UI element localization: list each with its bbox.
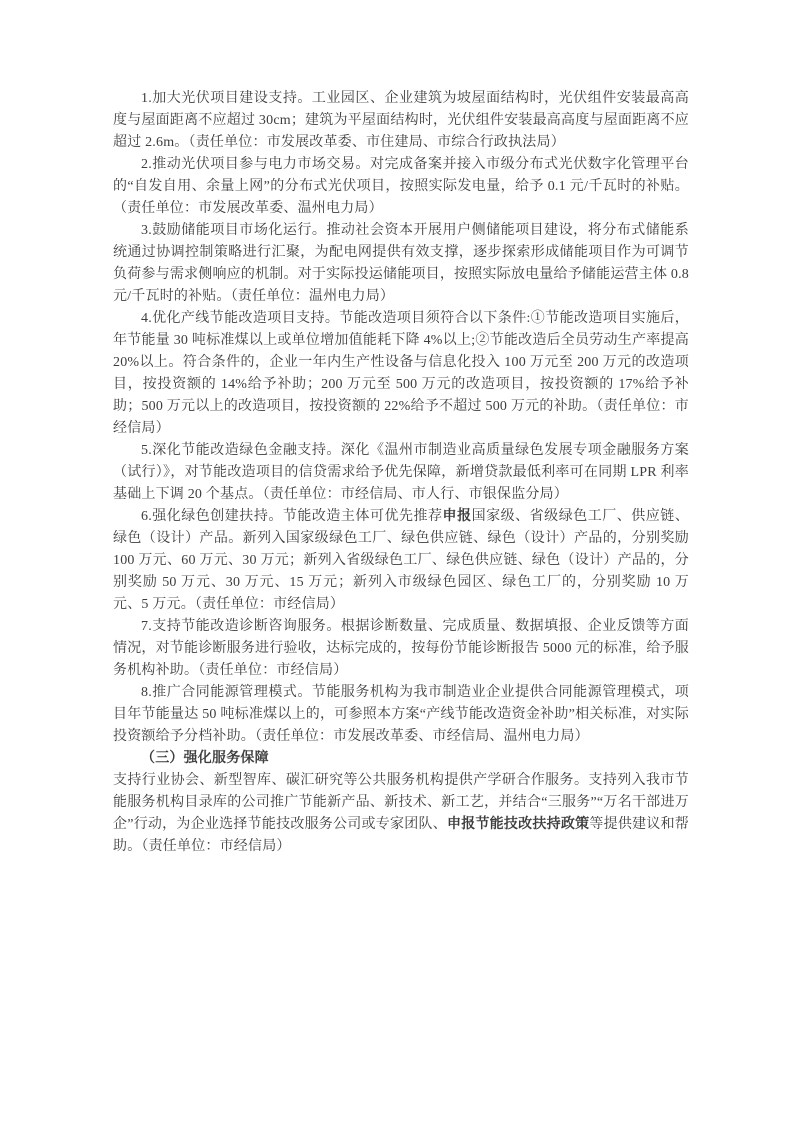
paragraph-text-bold: 申报 xyxy=(442,509,472,524)
policy-item-2 xyxy=(113,154,689,220)
closing-paragraph xyxy=(113,770,689,858)
paragraph-text: 8.推广合同能源管理模式。节能服务机构为我市制造业企业提供合同能源管理模式，项目年节能量达 50 吨标准煤以上的，可参照本方案“产线节能改造资金补助”相关标准，对实际投资额给予分档补助。（责任单位：市发展改革委、市经信局、温州电力局） xyxy=(113,685,689,744)
paragraph-text: 5.深化节能改造绿色金融支持。深化《温州市制造业高质量绿色发展专项金融服务方案（试行）》，对节能改造项目的信贷需求给予优先保障，新增贷款最低利率可在同期 LPR 利率基础上下调 20 个基点。（责任单位：市经信局、市人行、市银保监分局） xyxy=(113,443,689,502)
paragraph-text: 6.强化绿色创建扶持。节能改造主体可优先推荐 xyxy=(141,509,443,524)
paragraph-text: 国家级、省级绿色工厂、供应链、绿色（设计）产品。新列入国家级绿色工厂、绿色供应链、绿色（设计）产品的，分别奖励 100 万元、60 万元、30 万元；新列入省级绿色工厂、绿色供应链、绿色（设计）产品的，分别奖励 50 万元、30 万元、15 万元；新列入市级绿色园区、绿色工厂的，分别奖励 10 万元、5 万元。（责任单位：市经信局） xyxy=(113,509,690,612)
policy-item-8 xyxy=(113,682,689,748)
paragraph-text: 7.支持节能改造诊断咨询服务。根据诊断数量、完成质量、数据填报、企业反馈等方面情况，对节能诊断服务进行验收，达标完成的，按每份节能诊断报告 5000 元的标准，给予服务机构补助。（责任单位：市经信局） xyxy=(113,619,689,678)
policy-item-6 xyxy=(113,506,689,616)
paragraph-text: 4.优化产线节能改造项目支持。节能改造项目须符合以下条件:①节能改造项目实施后，年节能量 30 吨标准煤以上或单位增加值能耗下降 4%以上;②节能改造后全员劳动生产率提高 20%以上。符合条件的，企业一年内生产性设备与信息化投入 100 万元至 200 万元的改造项目，按投资额的 14%给予补助；200 万元至 500 万元的改造项目，按投资额的 17%给予补助；500 万元以上的改造项目，按投资额的 22%给予不超过 500 万元的补助。（责任单位：市经信局） xyxy=(113,311,689,436)
paragraph-text: 1.加大光伏项目建设支持。工业园区、企业建筑为坡屋面结构时，光伏组件安装最高高度与屋面距离不应超过 30cm；建筑为平屋面结构时，光伏组件安装最高高度与屋面距离不应超过 2.6m。（责任单位：市发展改革委、市住建局、市综合行政执法局） xyxy=(113,91,689,150)
document-content xyxy=(113,88,689,858)
policy-item-7 xyxy=(113,616,689,682)
paragraph-text: 2.推动光伏项目参与电力市场交易。对完成备案并接入市级分布式光伏数字化管理平台的“自发自用、余量上网”的分布式光伏项目，按照实际发电量，给予 0.1 元/千瓦时的补贴。（责任单位：市发展改革委、温州电力局） xyxy=(113,157,689,216)
policy-item-3 xyxy=(113,220,689,308)
section-heading: （三）强化服务保障 xyxy=(141,751,269,766)
paragraph-text: 等提供建议和帮助。（责任单位：市经信局） xyxy=(113,817,690,854)
policy-item-4 xyxy=(113,308,689,440)
paragraph-text-bold: 申报节能技改扶持政策 xyxy=(446,817,590,832)
policy-item-5 xyxy=(113,440,689,506)
policy-item-1 xyxy=(113,88,689,154)
paragraph-text: 支持行业协会、新型智库、碳汇研究等公共服务机构提供产学研合作服务。支持列入我市节能服务机构目录库的公司推广节能新产品、新技术、新工艺，并结合“三服务”“万名干部进万企”行动，为企业选择节能技改服务公司或专家团队、 xyxy=(113,773,689,832)
paragraph-text: 3.鼓励储能项目市场化运行。推动社会资本开展用户侧储能项目建设，将分布式储能系统通过协调控制策略进行汇聚，为配电网提供有效支撑，逐步探索形成储能项目作为可调节负荷参与需求侧响应的机制。对于实际投运储能项目，按照实际放电量给予储能运营主体 0.8 元/千瓦时的补贴。（责任单位：温州电力局） xyxy=(113,223,689,304)
